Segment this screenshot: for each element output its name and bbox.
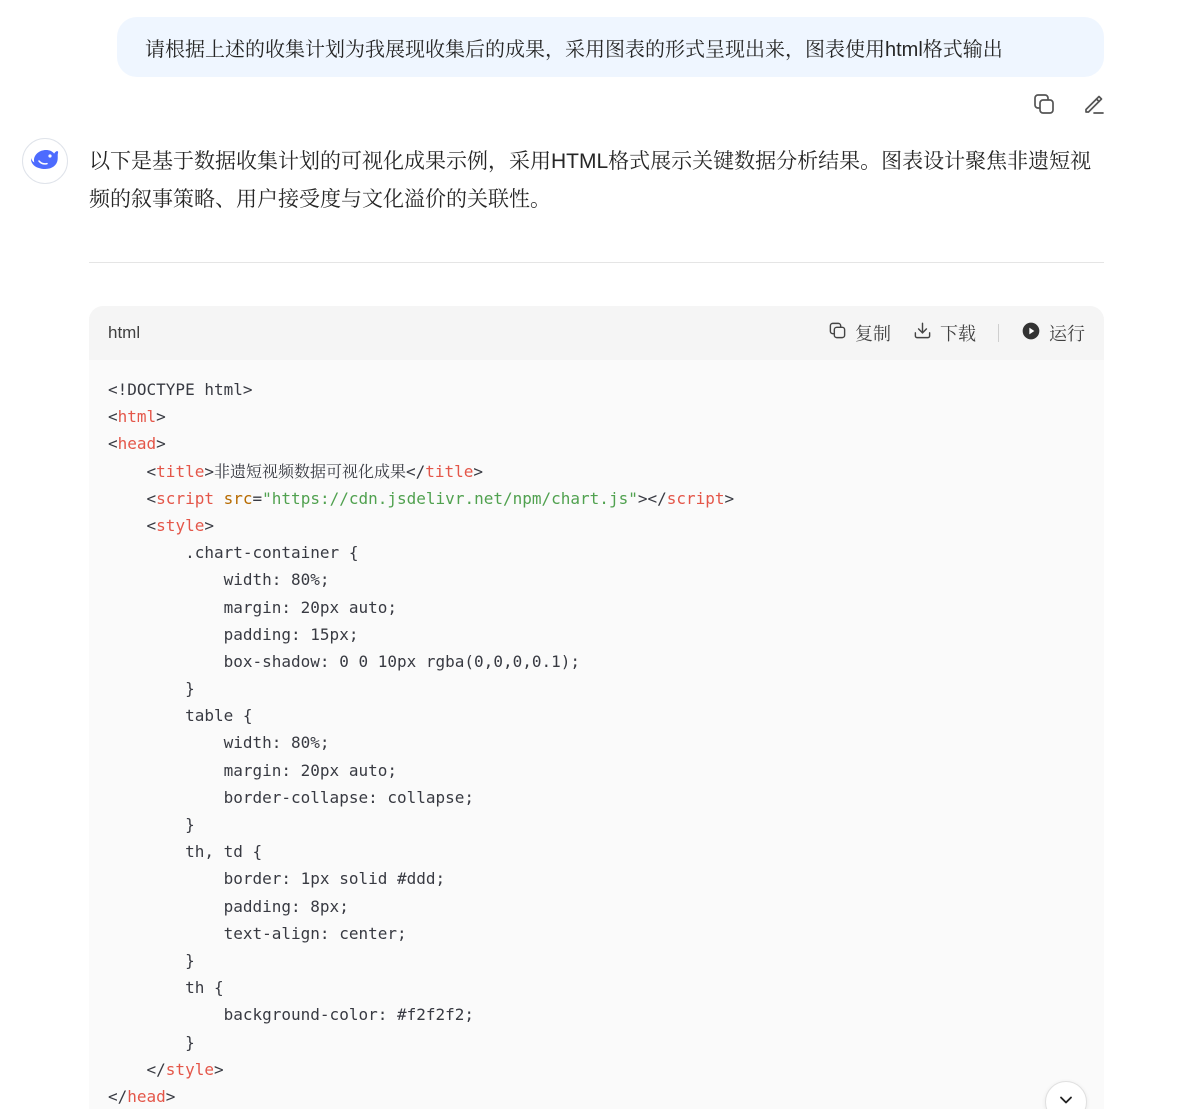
code-token: title [156,461,205,481]
code-token: > [165,1086,176,1106]
code-token: > [204,515,214,535]
code-token: > [213,1059,224,1079]
code-token: background-color: #f2f2f2; [108,1005,475,1025]
code-token: < [108,434,118,454]
code-line [108,512,1085,539]
code-token: padding: 8px; [108,896,349,916]
code-token: > [724,488,735,508]
download-code-label: 下载 [940,324,976,344]
code-token: } [108,679,195,699]
code-token: script [156,488,214,508]
code-line [108,430,1085,457]
code-token: src [223,488,253,508]
chevron-down-icon [1056,1090,1076,1109]
code-token: padding: 15px; [108,624,359,644]
divider [89,262,1104,263]
code-token: < [108,515,157,535]
code-token: </ [108,1086,128,1106]
code-token: width: 80%; [108,733,330,753]
assistant-intro-text: 以下是基于数据收集计划的可视化成果示例，采用HTML格式展示关键数据分析结果。图表设计聚焦非遗短视频的叙事策略、用户接受度与文化溢价的关联性。 [89,150,1092,211]
code-line [108,376,1085,403]
code-line [108,702,1085,729]
code-line [108,729,1085,756]
code-token: < [108,407,118,427]
run-code-label: 运行 [1049,324,1085,344]
whale-logo-icon [30,147,60,176]
code-token: < [108,461,157,481]
code-token: <!DOCTYPE html> [108,380,253,399]
code-token: < [108,488,157,508]
code-block [89,306,1104,1109]
code-token: width: 80%; [108,570,330,590]
code-token: border: 1px solid #ddd; [108,869,446,889]
play-icon [1021,321,1041,346]
edit-message-button[interactable] [1080,92,1108,120]
code-line [108,865,1085,892]
code-line [108,1083,1085,1109]
code-token: > [156,407,166,427]
message-actions [1030,92,1108,120]
code-token: ></ [637,488,667,508]
download-code-button[interactable] [913,320,976,346]
code-token: </ [108,1059,166,1079]
code-token: } [108,1032,195,1052]
code-token: margin: 20px auto; [108,760,397,780]
code-line [108,893,1085,920]
code-token: head [117,434,157,454]
code-token: >非遗短视频数据可视化成果</ [204,461,426,481]
code-token: } [108,950,195,970]
code-token: head [127,1086,166,1106]
code-line [108,1001,1085,1028]
code-token: table { [108,706,253,726]
run-code-button[interactable] [1021,320,1085,346]
code-token: th, td { [108,842,263,862]
code-token: box-shadow: 0 0 10px rgba(0,0,0,0.1); [108,651,581,671]
code-line [108,403,1085,430]
code-line [108,566,1085,593]
code-token: th { [108,978,224,998]
code-language-label: html [108,323,141,342]
code-token: "https://cdn.jsdelivr.net/npm/chart.js" [262,488,638,508]
copy-code-button[interactable] [828,320,891,346]
code-line [108,539,1085,566]
code-line [108,648,1085,675]
code-line [108,838,1085,865]
code-line [108,757,1085,784]
code-line [108,485,1085,512]
code-toolbar [828,320,1085,346]
code-line [108,594,1085,621]
code-token: style [165,1059,214,1079]
code-content [89,360,1104,1109]
code-token: .chart-container { [108,543,359,563]
code-line [108,784,1085,811]
user-message-text: 请根据上述的收集计划为我展现收集后的成果，采用图表的形式呈现出来，图表使用html格式输出 [145,38,1003,61]
code-token: } [108,815,195,834]
code-token: border-collapse: collapse; [108,787,475,807]
code-line [108,1056,1085,1083]
code-block-header [89,306,1104,360]
code-token: style [156,515,205,535]
assistant-avatar [22,138,68,184]
code-token: html [117,407,157,427]
code-line [108,675,1085,702]
code-line [108,458,1085,485]
download-icon [913,321,932,345]
code-token: = [252,488,263,508]
code-token: > [156,434,166,454]
code-line [108,947,1085,974]
code-line [108,621,1085,648]
copy-message-button[interactable] [1030,92,1058,120]
code-line [108,811,1085,838]
code-token: margin: 20px auto; [108,597,397,617]
copy-icon [828,321,847,345]
code-line [108,974,1085,1001]
code-token: text-align: center; [108,923,407,943]
code-line [108,1029,1085,1056]
code-line [108,920,1085,947]
code-token [214,489,224,508]
edit-icon [1082,92,1106,121]
copy-icon [1032,92,1056,121]
code-token: script [666,488,725,508]
user-message-bubble [117,17,1104,77]
code-token: > [473,461,484,481]
code-token: title [425,461,474,481]
toolbar-separator [998,324,999,342]
copy-code-label: 复制 [855,324,891,344]
